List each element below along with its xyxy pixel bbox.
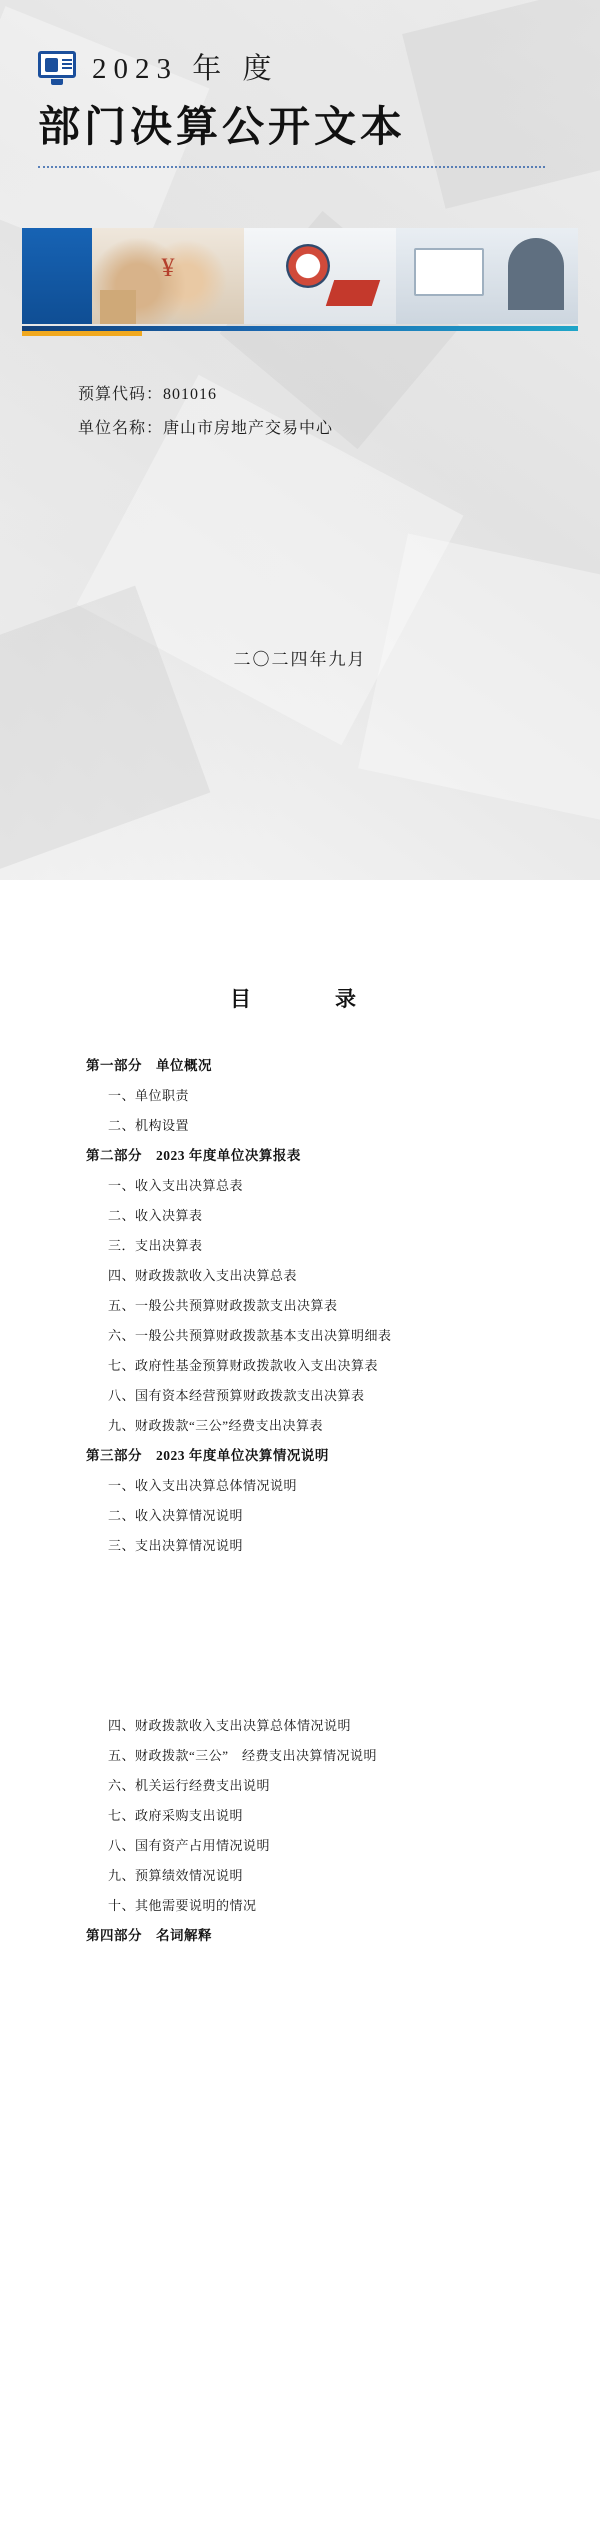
unit-name-value: 唐山市房地产交易中心 [163, 420, 334, 437]
toc-heading[interactable]: 第二部分 2023 年度单位决算报表 [86, 1148, 301, 1163]
toc-item[interactable]: 一、收入支出决算总体情况说明 [108, 1478, 298, 1493]
toc-heading[interactable]: 第一部分 单位概况 [86, 1058, 212, 1073]
cover-date: 二〇二四年九月 [233, 650, 367, 669]
toc-item[interactable]: 八、国有资本经营预算财政拨款支出决算表 [108, 1388, 365, 1403]
cover-meta [78, 378, 333, 446]
toc-item[interactable]: 二、收入决算情况说明 [108, 1508, 244, 1523]
toc-item[interactable]: 六、一般公共预算财政拨款基本支出决算明细表 [108, 1328, 392, 1343]
toc-item[interactable]: 七、政府性基金预算财政拨款收入支出决算表 [108, 1358, 379, 1373]
photo-strip-blue-block [22, 228, 92, 324]
cover-year-row [38, 46, 562, 90]
toc-item[interactable]: 九、财政拨款“三公”经费支出决算表 [108, 1418, 324, 1433]
toc-heading[interactable]: 第四部分 名词解释 [86, 1928, 212, 1943]
table-of-contents-page [0, 880, 600, 2544]
budget-code-value: 801016 [163, 386, 218, 403]
toc-item[interactable]: 四、财政拨款收入支出决算总表 [108, 1268, 298, 1283]
toc-item[interactable]: 一、收入支出决算总表 [108, 1178, 244, 1193]
toc-item[interactable]: 二、机构设置 [108, 1118, 190, 1133]
toc-title: 目 录 [230, 987, 370, 1011]
toc-heading[interactable]: 第三部分 2023 年度单位决算情况说明 [86, 1448, 329, 1463]
photo-money-bags [92, 228, 244, 324]
toc-item[interactable]: 一、单位职责 [108, 1088, 190, 1103]
toc-item[interactable]: 六、机关运行经费支出说明 [108, 1778, 271, 1793]
toc-item[interactable]: 五、一般公共预算财政拨款支出决算表 [108, 1298, 338, 1313]
cover-photo-strip [22, 228, 578, 324]
unit-name-label: 单位名称： [78, 420, 164, 437]
cover-title-block [38, 46, 562, 168]
photo-office-desk [396, 228, 578, 324]
monitor-document-icon [38, 51, 78, 85]
cover-page [0, 0, 600, 880]
photo-strip-accent [22, 331, 142, 336]
toc-item[interactable]: 十、其他需要说明的情况 [108, 1898, 257, 1913]
toc-item[interactable]: 三．支出决算表 [108, 1238, 203, 1253]
budget-code-label: 预算代码： [78, 386, 164, 403]
toc-item[interactable]: 八、国有资产占用情况说明 [108, 1838, 271, 1853]
toc-item[interactable]: 三、支出决算情况说明 [108, 1538, 244, 1553]
photo-target-arrow [244, 228, 396, 324]
cover-year: 2023 年 度 [92, 52, 279, 85]
toc-item[interactable]: 七、政府采购支出说明 [108, 1808, 244, 1823]
title-divider [38, 166, 545, 168]
toc-list [0, 1051, 600, 1951]
toc-item[interactable]: 四、财政拨款收入支出决算总体情况说明 [108, 1718, 352, 1733]
toc-page-break-gap [86, 1561, 600, 1711]
toc-item[interactable]: 五、财政拨款“三公” 经费支出决算情况说明 [108, 1748, 378, 1763]
toc-item[interactable]: 二、收入决算表 [108, 1208, 203, 1223]
toc-item[interactable]: 九、预算绩效情况说明 [108, 1868, 244, 1883]
page-title: 部门决算公开文本 [38, 105, 407, 151]
